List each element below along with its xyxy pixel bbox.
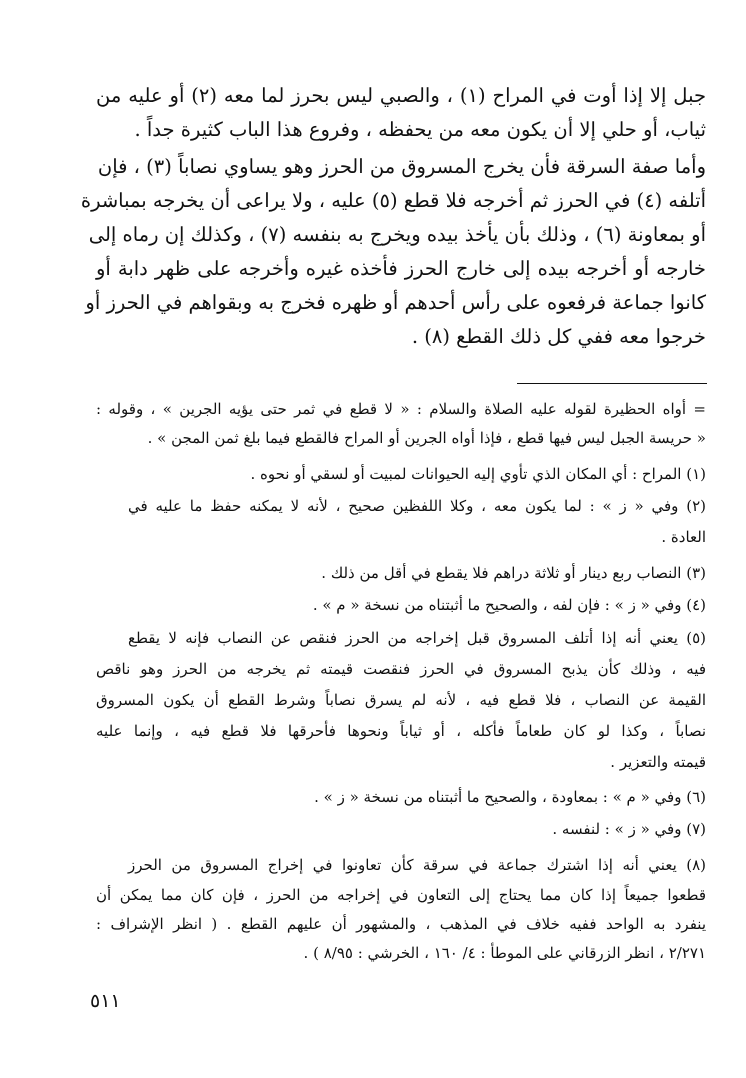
main-text-line: خارجه أو أخرجه بيده إلى خارج الحرز فأخذه غيره وأخرجه على ظهر دابة أو bbox=[96, 257, 706, 280]
footnote-line: القيمة عن النصاب ، فلا قطع فيه ، لأنه لم يسرق نصاباً وشرط القطع أن يكون المسروق bbox=[96, 691, 706, 709]
main-text-line: أتلفه (٤) في الحرز ثم أخرجه فلا قطع (٥) عليه ، ولا يراعى أن يخرجه بمباشرة bbox=[80, 189, 706, 212]
main-text-line: خرجوا معه ففي كل ذلك القطع (٨) . bbox=[411, 325, 706, 348]
footnote-line: = أواه الحظيرة لقوله عليه الصلاة والسلام : « لا قطع في ثمر حتى يؤيه الجرين » ، وقوله : bbox=[96, 400, 706, 418]
footnote-line: العادة . bbox=[661, 528, 706, 546]
footnote-line: نصاباً ، وكذا لو كان طعاماً فأكله ، أو ثياباً ونحوها فأحرقها فلا قطع فيه ، وإنما عليه bbox=[96, 722, 706, 740]
footnote-line: (٢) وفي « ز » : لما يكون معه ، وكلا اللفظين صحيح ، لأنه لا يمكنه حفظ ما عليه في bbox=[128, 497, 707, 515]
footnote-line: (٤) وفي « ز » : فإن لفه ، والصحيح ما أثبتناه من نسخة « م » . bbox=[312, 596, 706, 614]
footnote-line: (٧) وفي « ز » : لنفسه . bbox=[552, 820, 706, 838]
footnote-line: (٦) وفي « م » : بمعاودة ، والصحيح ما أثبتناه من نسخة « ز » . bbox=[314, 788, 706, 806]
footnote-line: (٥) يعني أنه إذا أتلف المسروق قبل إخراجه من الحرز فنقص عن النصاب فإنه لا يقطع bbox=[128, 629, 706, 647]
footnote-line: قطعوا جميعاً إذا كان مما يحتاج إلى التعاون في إخراجه من الحرز ، فإن كان مما يمكن أن bbox=[96, 886, 706, 904]
footnote-line: (٨) يعني أنه إذا اشترك جماعة في سرقة كأن تعاونوا في إخراج المسروق من الحرز bbox=[128, 856, 706, 874]
footnote-line: « حريسة الجبل ليس فيها قطع ، فإذا أواه الجرين أو المراح فالقطع فيما بلغ ثمن المجن » . bbox=[147, 429, 706, 447]
footnote-line: فيه ، وذلك كأن يذبح المسروق في الحرز فنقصت قيمته ثم يخرجه من الحرز وهو ناقص bbox=[96, 660, 706, 678]
main-text-line: وأما صفة السرقة فأن يخرج المسروق من الحرز وهو يساوي نصاباً (٣) ، فإن bbox=[97, 155, 706, 178]
footnote-line: (٣) النصاب ربع دينار أو ثلاثة دراهم فلا يقطع في أقل من ذلك . bbox=[321, 564, 706, 582]
page-number: ٥١١ bbox=[90, 990, 121, 1012]
footnote-line: ٢/٢٧١ ، انظر الزرقاني على الموطأ : ٤/ ١٦٠ ، الخرشي : ٨/٩٥ ) . bbox=[303, 944, 706, 962]
footnote-line: (١) المراح : أي المكان الذي تأوي إليه الحيوانات لمبيت أو لسقي أو نحوه . bbox=[250, 465, 706, 483]
main-text-line: أو بمعاونة (٦) ، وذلك بأن يأخذ بيده ويخرج به بنفسه (٧) ، وكذلك إن رماه إلى bbox=[88, 223, 706, 246]
footnote-line: قيمته والتعزير . bbox=[610, 753, 706, 771]
main-text-line: ثياب، أو حلي إلا أن يكون معه من يحفظه ، وفروع هذا الباب كثيرة جداً . bbox=[134, 118, 706, 141]
footnote-separator bbox=[517, 383, 707, 384]
main-text-line: كانوا جماعة فرفعوه على رأس أحدهم أو ظهره فخرج به وبقواهم في الحرز أو bbox=[85, 291, 706, 314]
footnote-line: ينفرد به الواحد ففيه خلاف في المذهب ، والمشهور أن عليهم القطع . ( انظر الإشراف : bbox=[96, 915, 706, 933]
main-text-line: جبل إلا إذا أوت في المراح (١) ، والصبي ليس بحرز لما معه (٢) أو عليه من bbox=[96, 84, 707, 107]
